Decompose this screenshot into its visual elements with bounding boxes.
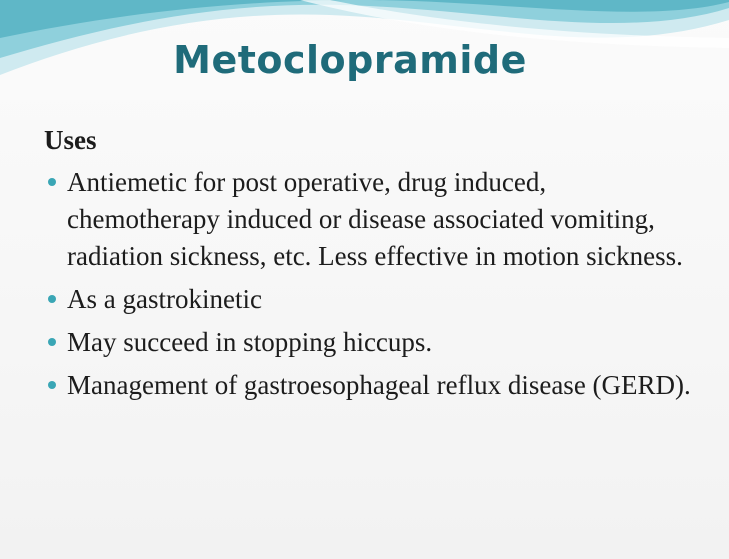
bullet-text: Management of gastroesophageal reflux disease (GERD). [67, 370, 691, 400]
bullet-dot-icon [48, 381, 56, 389]
slide-content [44, 125, 704, 410]
bullet-text: May succeed in stopping hiccups. [67, 327, 433, 357]
bullet-dot-icon [48, 295, 56, 303]
bullet-item [44, 367, 704, 404]
slide-title: Metoclopramide [173, 38, 527, 82]
bullet-text: Antiemetic for post operative, drug induced, chemotherapy induced or disease associated vomiting, radiation sickness, etc. Less effective in motion sickness. [67, 167, 683, 271]
bullet-dot-icon [48, 338, 56, 346]
bullet-item [44, 164, 704, 275]
bullet-text: As a gastrokinetic [67, 284, 262, 314]
section-heading: Uses [44, 125, 97, 155]
bullet-dot-icon [48, 178, 56, 186]
bullet-item [44, 281, 704, 318]
bullet-list [44, 164, 704, 404]
bullet-item [44, 324, 704, 361]
